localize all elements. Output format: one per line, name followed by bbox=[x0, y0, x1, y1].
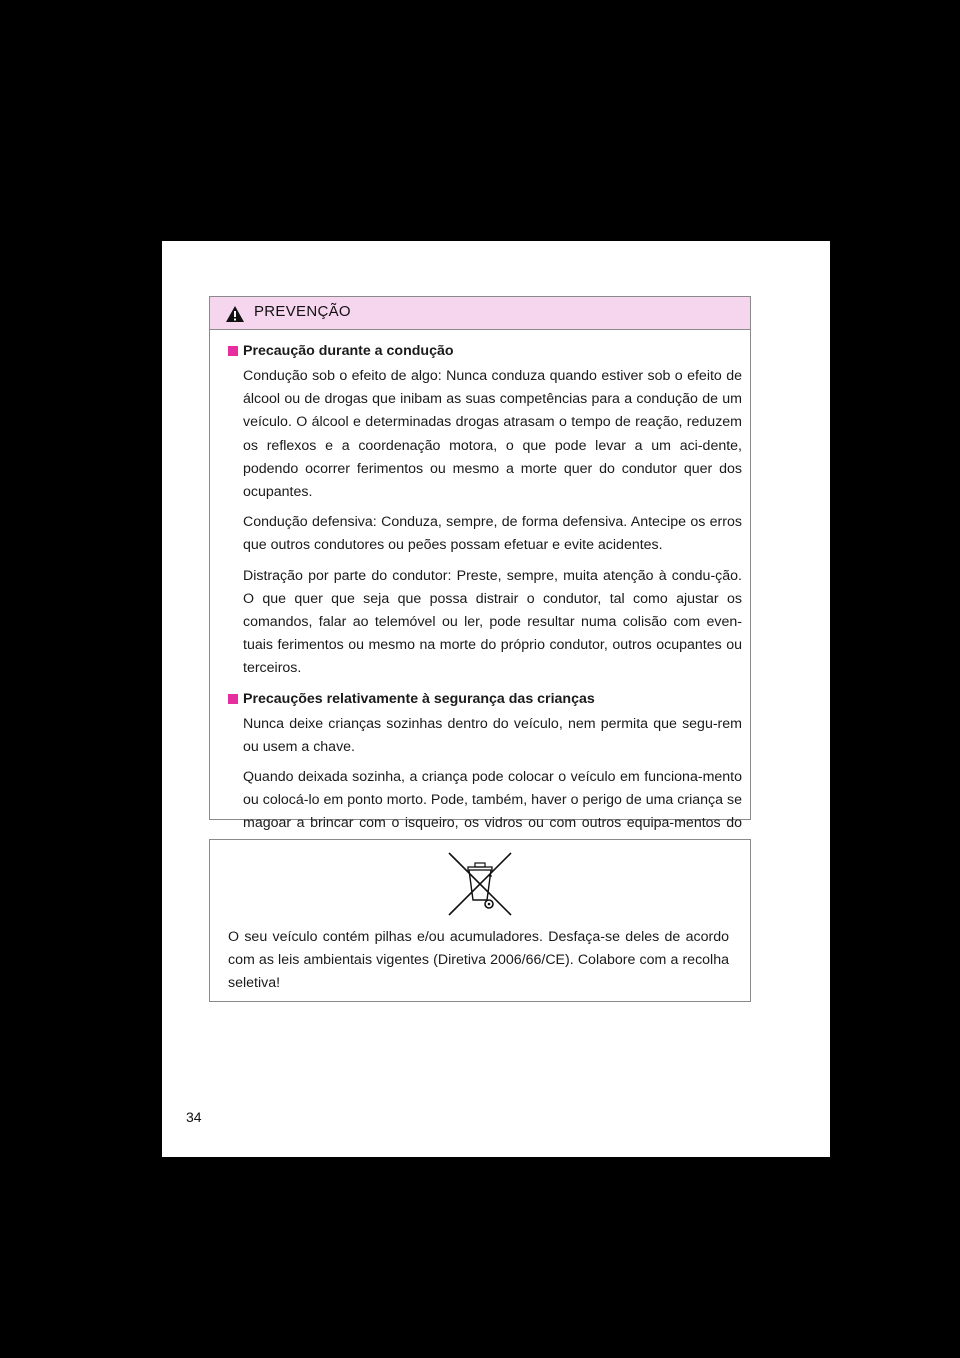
bullet-square-icon bbox=[228, 346, 238, 356]
warning-body bbox=[210, 330, 750, 882]
warning-title: PREVENÇÃO bbox=[254, 303, 351, 320]
warning-box bbox=[209, 296, 751, 832]
warning-triangle-icon bbox=[225, 305, 245, 323]
section-heading bbox=[228, 340, 742, 363]
section-heading-text: Precaução durante a condução bbox=[243, 343, 454, 359]
manual-page bbox=[162, 241, 830, 1157]
recycle-notice-text: O seu veículo contém pilhas e/ou acumuladores. Desfaça-se deles de acordo com as leis ambientais vigentes (Diretiva 2006/66/CE). Colabore com a recolha seletiva! bbox=[228, 929, 729, 992]
recycle-notice-box bbox=[209, 839, 751, 1002]
warning-header bbox=[210, 297, 750, 330]
paragraph: Quando deixada sozinha, a criança pode colocar o veículo em funciona-mento ou colocá-lo em ponto morto. Pode, também, haver o perigo de uma criança se magoar a brincar com o isqueiro, os vidros ou com outros equipa-mentos do bbox=[243, 769, 742, 832]
paragraph: Condução defensiva: Conduza, sempre, de forma defensiva. Antecipe os erros que outros condutores ou peões possam efetuar e evite acidentes. bbox=[243, 514, 742, 554]
section-heading-text: Precauções relativamente à segurança das crianças bbox=[243, 690, 595, 707]
paragraph: Nunca deixe crianças sozinhas dentro do veículo, nem permita que segu-rem ou usem a chave. bbox=[243, 715, 742, 755]
paragraph: Condução sob o efeito de algo: Nunca conduza quando estiver sob o efeito de álcool ou de drogas que inibam as suas competências para a condução de um veículo. O álcool e determinadas drogas atrasam o tempo de reação, reduzem os reflexos e a coordenação motora, o que pode levar a um aci-dente, podendo ocorrer ferimentos ou mesmo a morte quer do condutor quer dos ocupantes. bbox=[243, 368, 742, 501]
section-heading bbox=[228, 688, 742, 711]
page-number: 34 bbox=[186, 1109, 202, 1125]
crossed-out-wheelie-bin-icon bbox=[446, 850, 514, 918]
paragraph: Distração por parte do condutor: Preste, sempre, muita atenção à condu-ção. O que quer que seja que possa distrair o condutor, tal como ajustar os comandos, falar ao telemóvel ou ler, pode resultar numa colisão com even-tuais ferimentos ou mesmo na morte do próprio condutor, outros ocupantes ou terceiros. bbox=[243, 567, 742, 677]
bullet-square-icon bbox=[228, 694, 238, 704]
